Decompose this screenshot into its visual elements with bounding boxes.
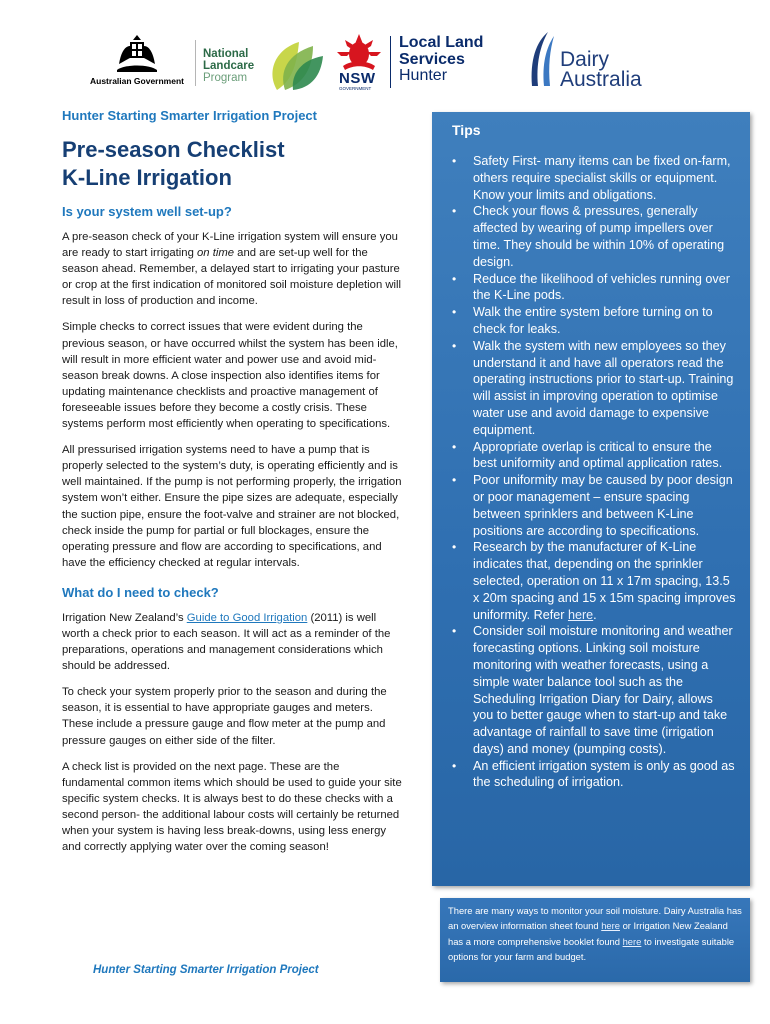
soil-moisture-note	[440, 898, 750, 982]
main-column	[62, 108, 404, 855]
tip-item: • An efficient irrigation system is only as good as the scheduling of irrigation.	[452, 758, 736, 792]
dairy-australia-mark-icon	[528, 30, 558, 90]
landcare-line-1: National	[203, 48, 249, 60]
guide-to-good-irrigation-link[interactable]: Guide to Good Irrigation	[186, 611, 308, 624]
tip-item: • Safety First- many items can be fixed on-farm, others require specialist skills or equipment. Know your limits and obligations.	[452, 153, 736, 203]
tip-item: • Consider soil moisture monitoring and weather forecasting options. Linking soil moisture monitoring with weather forecasts, using a simple water balance tool such as the Scheduling Irrigation Diary for Dairy, allows you to better gauge when to start-up and take advantage of rainfall to save time (irrigation days) and money (pumping costs).	[452, 623, 736, 757]
local-land-services-wordmark	[399, 35, 483, 85]
tips-title: Tips	[452, 122, 481, 138]
landcare-line-3: Program	[203, 72, 248, 84]
footer-project-label: Hunter Starting Smarter Irrigation Project	[93, 964, 319, 976]
national-landcare-logo	[203, 40, 328, 92]
landcare-line-2: Landcare	[203, 60, 255, 72]
note-text-b: or Irrigation New Zealand has a more comprehensive booklet found	[448, 920, 728, 947]
tip-item: • Appropriate overlap is critical to ensure the best uniformity and optimal application rates.	[452, 439, 736, 473]
page-title: Pre-season Checklist	[62, 137, 285, 162]
paragraph-intro	[62, 229, 404, 309]
dairy-line-2: Australia	[560, 68, 642, 91]
tip-item: • Check your flows & pressures, generally affected by wearing of pump impellers over time. They should be within 10% of operating design.	[452, 203, 736, 270]
dairy-australia-wordmark	[560, 50, 642, 90]
leaf-icon	[263, 40, 327, 92]
nsw-divider	[390, 36, 391, 88]
note-text-a: There are many ways to monitor your soil moisture. Dairy Australia has an overview information sheet found	[448, 905, 742, 932]
waratah-icon	[333, 32, 385, 72]
nsw-wordmark: NSW	[339, 70, 376, 87]
intro-text-b: and are set-up well for the season ahead. Remember, a delayed start to irrigating your pasture or crop at the first indication of monitored soil moisture depletion will result in loss of production and income.	[62, 247, 402, 308]
note-text-c: to investigate suitable options for your farm and budget.	[448, 935, 735, 962]
lls-line-2: Services	[399, 50, 465, 68]
note-here-link-1[interactable]: here	[601, 920, 620, 932]
coat-of-arms-icon	[115, 34, 159, 74]
logo-divider	[195, 40, 196, 86]
paragraph-pump: All pressurised irrigation systems need to have a pump that is properly selected to the system’s duty, is operating efficiently and is well maintained. If the pump is not performing properly, the irrigation system won’t either. Ensure the pipe sizes are adequate, especially the suction pipe, ensure the foot-valve and strainer are not blocked, check inside the pump for partial or full blockages, ensure the operating pressure and flow are according to specifications, and have the efficiency checked at regular intervals.	[62, 444, 402, 569]
paragraph-checklist: A check list is provided on the next page. These are the fundamental common items which should be used to guide your site specific system checks. It is always best to do these checks with a second person- the additional labour costs will certainly be returned when your system is having less break-downs, using less energy and correctly applying water over the coming season!	[62, 760, 402, 854]
tips-panel	[432, 112, 750, 886]
tip-item-research	[452, 539, 736, 623]
tip-item: • Walk the system with new employees so they understand it and have all operators read the operating instructions prior to start-up. Training will assist in improving operation to optimise water use and avoid damage to expensive equipment.	[452, 338, 736, 439]
nsw-government-label: GOVERNMENT	[339, 86, 372, 91]
tip-item: • Poor uniformity may be caused by poor design or poor management – ensure spacing between sprinklers and between K-Line positions are according to specifications.	[452, 472, 736, 539]
section-heading-setup: Is your system well set-up?	[62, 204, 232, 219]
logo-band	[0, 30, 770, 94]
guide-text-b: (2011) is well worth a check prior to each season. It will act as a reminder of the preparations, operations and management considerations which should be addressed.	[62, 611, 391, 673]
project-label: Hunter Starting Smarter Irrigation Project	[62, 108, 317, 123]
lls-line-1: Local Land	[399, 34, 484, 51]
research-text-b: .	[593, 607, 597, 622]
paragraph-gauges: To check your system properly prior to the season and during the season, it is essential to have appropriate gauges and meters. These include a pressure gauge and flow meter at the pump and pressure gauges on either side of the filter.	[62, 686, 387, 747]
lls-line-3: Hunter	[399, 67, 448, 84]
guide-text-a: Irrigation New Zealand’s	[62, 611, 187, 624]
nsw-local-land-services-logo	[333, 32, 503, 92]
research-text-a: Research by the manufacturer of K-Line indicates that, depending on the sprinkler selected, operation on 11 x 17m spacing, 13.5 x 20m spacing and 15 x 15m spacing improves uniformity. Refer	[473, 540, 736, 622]
landcare-wordmark	[203, 48, 254, 84]
research-here-link[interactable]: here	[567, 607, 594, 622]
paragraph-guide	[62, 610, 404, 674]
note-here-link-2[interactable]: here	[622, 935, 642, 947]
dairy-australia-logo	[528, 30, 648, 92]
gov-wordmark: Australian Government	[90, 76, 184, 86]
tips-list	[452, 153, 736, 791]
intro-text-a: A pre-season check of your K-Line irrigation system will ensure you are ready to start irrigating	[62, 231, 398, 260]
intro-emphasis: on time	[197, 247, 235, 260]
tip-item: • Walk the entire system before turning on to check for leaks.	[452, 304, 736, 338]
dairy-line-1: Dairy	[560, 48, 610, 71]
page-subtitle: K-Line Irrigation	[62, 165, 232, 190]
section-heading-check: What do I need to check?	[62, 584, 219, 600]
tip-item: • Reduce the likelihood of vehicles running over the K-Line pods.	[452, 271, 736, 305]
paragraph-simple-checks: Simple checks to correct issues that were evident during the previous season, or have occurred whilst the system has been idle, will result in more efficient water and power use and avoid mid-season break downs. A close inspection also identifies items for updating maintenance checklists and proactive management of foreseeable issues before they become a costly crisis. These systems perform most efficiently when operating to specifications.	[62, 321, 398, 431]
australian-government-logo	[86, 34, 188, 90]
